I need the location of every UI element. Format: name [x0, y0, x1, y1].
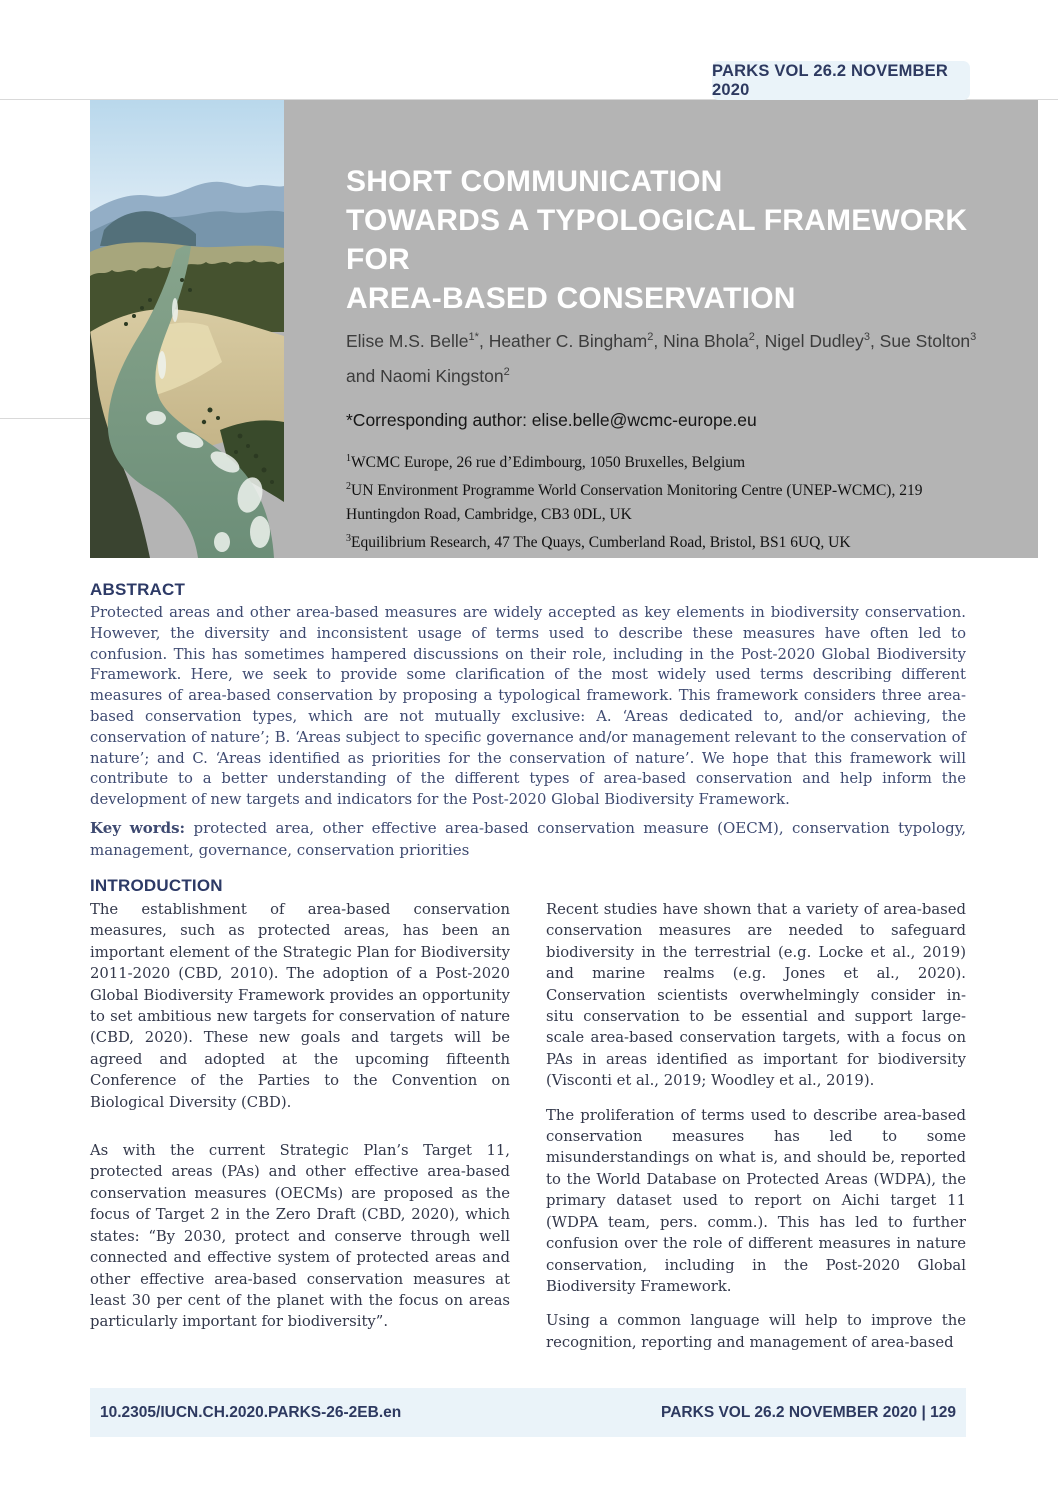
author-superscript: 2 — [503, 365, 510, 378]
affiliation-text: WCMC Europe, 26 rue d’Edimbourg, 1050 Bruxelles, Belgium — [351, 454, 746, 472]
author-separator: , — [754, 330, 765, 351]
left-margin-rule — [0, 418, 90, 419]
authors-line — [346, 322, 986, 392]
affiliation-item — [346, 475, 996, 527]
author-superscript: 2 — [748, 331, 755, 343]
affiliation-superscript: 1 — [346, 453, 351, 464]
affiliation-superscript: 3 — [346, 533, 351, 545]
column-right — [546, 899, 966, 1366]
issue-badge-label: PARKS VOL 26.2 NOVEMBER 2020 — [712, 61, 948, 99]
affiliation-superscript: 2 — [346, 481, 351, 493]
title-line-3: AREA-BASED CONSERVATION — [346, 282, 796, 315]
author-name: Nigel Dudley — [764, 330, 864, 351]
affiliation-item — [346, 447, 996, 475]
affiliation-item — [346, 527, 996, 555]
body-paragraph: The proliferation of terms used to describe area-based conservation measures has led to some misunderstandings on what is, and should be, reported to the World Database on Protected Areas (WDPA), the primary dataset used to report on Aichi target 11 (WDPA team, pers. comm.). This has led to further confusion over the role of different measures in nature conservation, including in the Post-2020 Global Biodiversity Framework. — [546, 1106, 966, 1295]
title-line-1: SHORT COMMUNICATION — [346, 165, 723, 198]
author-superscript: 3 — [970, 331, 977, 343]
landscape-photo — [90, 100, 284, 558]
footer-issue-label: PARKS VOL 26.2 NOVEMBER 2020 | 129 — [661, 1403, 956, 1421]
author-superscript: 3 — [863, 331, 870, 343]
body-paragraph: Using a common language will help to improve the recognition, reporting and management of area-based — [546, 1312, 966, 1351]
author-name: Nina Bhola — [663, 330, 749, 351]
footer-bar — [90, 1388, 966, 1437]
keywords-paragraph — [90, 817, 966, 861]
body-paragraph: Recent studies have shown that a variety of area-based conservation measures are needed to safeguard biodiversity in the terrestrial (e.g. Locke et al., 2019) and marine realms (e.g. Jones et al., 2020). Conservation scientists overwhelmingly consider in-situ conservation to be essential and support large-scale area-based conservation targets, with a focus on PAs in areas identified as important for biodiversity (Visconti et al., 2019; Woodley et al., 2019). — [546, 901, 966, 1090]
author-superscript: 1* — [468, 331, 479, 343]
keywords-text: protected area, other effective area-based conservation measure (OECM), conservation typology, management, governance, conservation priorities — [90, 819, 966, 859]
body-paragraph: The establishment of area-based conservation measures, such as protected areas, has been an important element of the Strategic Plan for Biodiversity 2011-2020 (CBD, 2010). The adoption of a Post-2020 Global Biodiversity Framework provides an opportunity to set ambitious new targets for conservation of nature (CBD, 2020). These new goals and targets will be agreed and adopted at the upcoming fifteenth Conference of the Parties to the Convention on Biological Diversity (CBD). — [90, 901, 510, 1111]
introduction-heading: INTRODUCTION — [90, 876, 223, 895]
column-left — [90, 899, 510, 1346]
corresponding-author: *Corresponding author: elise.belle@wcmc-europe.eu — [346, 410, 757, 430]
author-separator: and — [346, 365, 381, 386]
issue-badge — [712, 61, 970, 100]
abstract-body: Protected areas and other area-based measures are widely accepted as key elements in biodiversity conservation. However, the diversity and inconsistent usage of terms used to describe these measures have often led to confusion. This has sometimes hampered discussions on their role, including in the Post-2020 Global Biodiversity Framework. Here, we seek to provide some clarification of the most widely used terms describing different measures of area-based conservation by proposing a typological framework. This framework considers three area-based conservation types, which are not mutually exclusive: A. ‘Areas dedicated to, and/or achieving, the conservation of nature’; B. ‘Areas subject to specific governance and/or management relevant to the conservation of nature’; and C. ‘Areas identified as priorities for the conservation of nature’. We hope that this framework will contribute to a better understanding of the different types of area-based conservation and help inform the development of new targets and indicators for the Post-2020 Global Biodiversity Framework. — [90, 604, 966, 809]
author-separator: , — [478, 330, 489, 351]
keywords-label: Key words: — [90, 819, 186, 837]
affiliation-text: Equilibrium Research, 47 The Quays, Cumberland Road, Bristol, BS1 6UQ, UK — [351, 534, 851, 552]
title-banner — [90, 100, 1038, 558]
title-line-2: TOWARDS A TYPOLOGICAL FRAMEWORK FOR — [346, 204, 968, 276]
footer-doi: 10.2305/IUCN.CH.2020.PARKS-26-2EB.en — [100, 1403, 402, 1421]
affiliations — [346, 447, 996, 555]
abstract-heading: ABSTRACT — [90, 580, 186, 599]
author-separator: , — [653, 330, 664, 351]
body-paragraph: As with the current Strategic Plan’s Target 11, protected areas (PAs) and other effective area-based conservation measures (OECMs) are proposed as the focus of Target 2 in the Zero Draft (CBD, 2020), which states: “By 2030, protect and conserve through well connected and effective system of protected areas and other effective area-based conservation measures at least 30 per cent of the planet with the focus on areas particularly important for biodiversity”. — [90, 1142, 510, 1331]
author-name: Sue Stolton — [879, 330, 971, 351]
article-title — [346, 162, 996, 318]
affiliation-text: UN Environment Programme World Conservation Monitoring Centre (UNEP-WCMC), 219 Huntingdon Road, Cambridge, CB3 0DL, UK — [346, 482, 923, 524]
author-name: Elise M.S. Belle — [346, 330, 469, 351]
author-name: Heather C. Bingham — [488, 330, 648, 351]
author-name: Naomi Kingston — [380, 365, 504, 386]
author-separator: , — [869, 330, 880, 351]
author-superscript: 2 — [647, 331, 654, 343]
